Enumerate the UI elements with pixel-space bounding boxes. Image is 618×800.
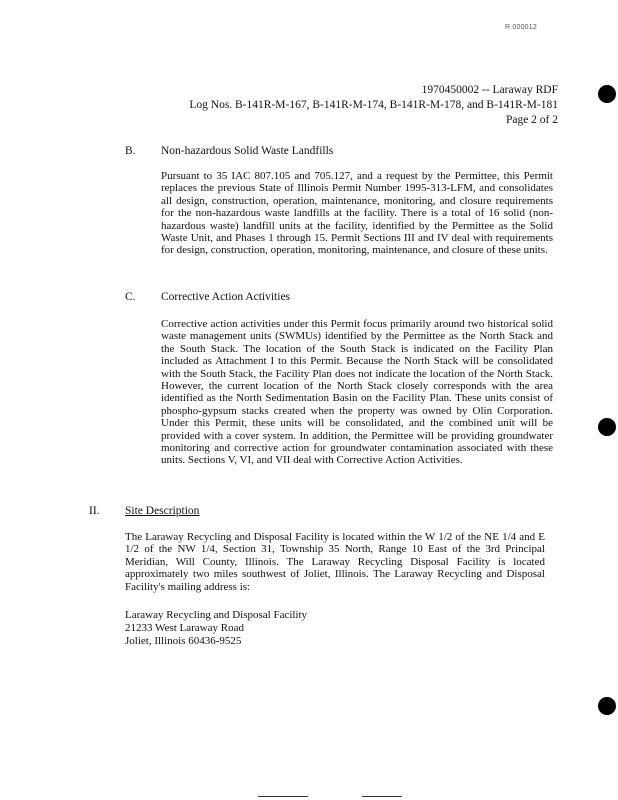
page-number-line: Page 2 of 2 — [505, 114, 558, 126]
footer-rule-left — [258, 796, 308, 797]
section-c-title: Corrective Action Activities — [161, 291, 291, 303]
section-c-body: Corrective action activities under this Permit focus primarily around two historical solid waste management units (SWMUs) identified by the Permittee as the North Stack and the South Stack. The location of the South Stack is indicated on the Facility Plan included as Attachment I to this Permit. Because the North Stack will be consolidated with the South Stack, the Facility Plan does not indicate the location of the North Stack. However, the current location of the North Stack closely corresponds with the area identified as the North Sedimentation Basin on the Facility Plan. These units consist of phospho-gypsum stacks created when the property was owned by Olin Corporation. Under this Permit, these units will be consolidated, and the combined unit will be provided with a cover system. In addition, the Permittee will be providing groundwater monitoring and corrective action for groundwater contamination associated with these units. Sections V, VI, and VII deal with Corrective Action Activities. — [161, 318, 553, 467]
section-b-letter: B. — [125, 145, 136, 157]
binder-hole-bottom — [598, 697, 616, 715]
section-ii-title: Site Description — [125, 505, 200, 517]
address-line-street: 21233 West Laraway Road — [125, 622, 244, 635]
binder-hole-top — [598, 85, 616, 103]
section-ii-body: The Laraway Recycling and Disposal Facility is located within the W 1/2 of the NE 1/4 and E 1/2 of the NW 1/4, Section 31, Township 35 North, Range 10 East of the 3rd Principal Meridian, Will County, Illinois. The Laraway Recycling Disposal Facility is located approximately two miles southwest of Joliet, Illinois. The Laraway Recycling and Disposal Facility's mailing address is: — [125, 531, 545, 593]
log-numbers-line: Log Nos. B-141R-M-167, B-141R-M-174, B-141R-M-178, and B-141R-M-181 — [189, 99, 558, 111]
mailing-address — [125, 609, 307, 649]
section-c-letter: C. — [125, 291, 136, 303]
bates-number: R 000012 — [505, 24, 537, 31]
address-line-city: Joliet, Illinois 60436-9525 — [125, 635, 242, 648]
section-b-body: Pursuant to 35 IAC 807.105 and 705.127, and a request by the Permittee, this Permit replaces the previous State of Illinois Permit Number 1995-313-LFM, and consolidates all design, construction, operation, maintenance, monitoring, and closure requirements for the non-hazardous waste landfills at the facility. There is a total of 16 solid (non-hazardous waste) landfill units at the facility, identified by the Permittee as the Solid Waste Unit, and Phases 1 through 15. Permit Sections III and IV deal with requirements for design, construction, operation, monitoring, maintenance, and closure of these units. — [161, 170, 553, 257]
section-ii-numeral: II. — [89, 505, 100, 517]
binder-hole-middle — [598, 418, 616, 436]
address-line-name: Laraway Recycling and Disposal Facility — [125, 609, 308, 621]
footer-rule-right — [362, 796, 402, 797]
section-b-title: Non-hazardous Solid Waste Landfills — [161, 145, 334, 157]
permit-number-line: 1970450002 -- Laraway RDF — [421, 84, 558, 96]
